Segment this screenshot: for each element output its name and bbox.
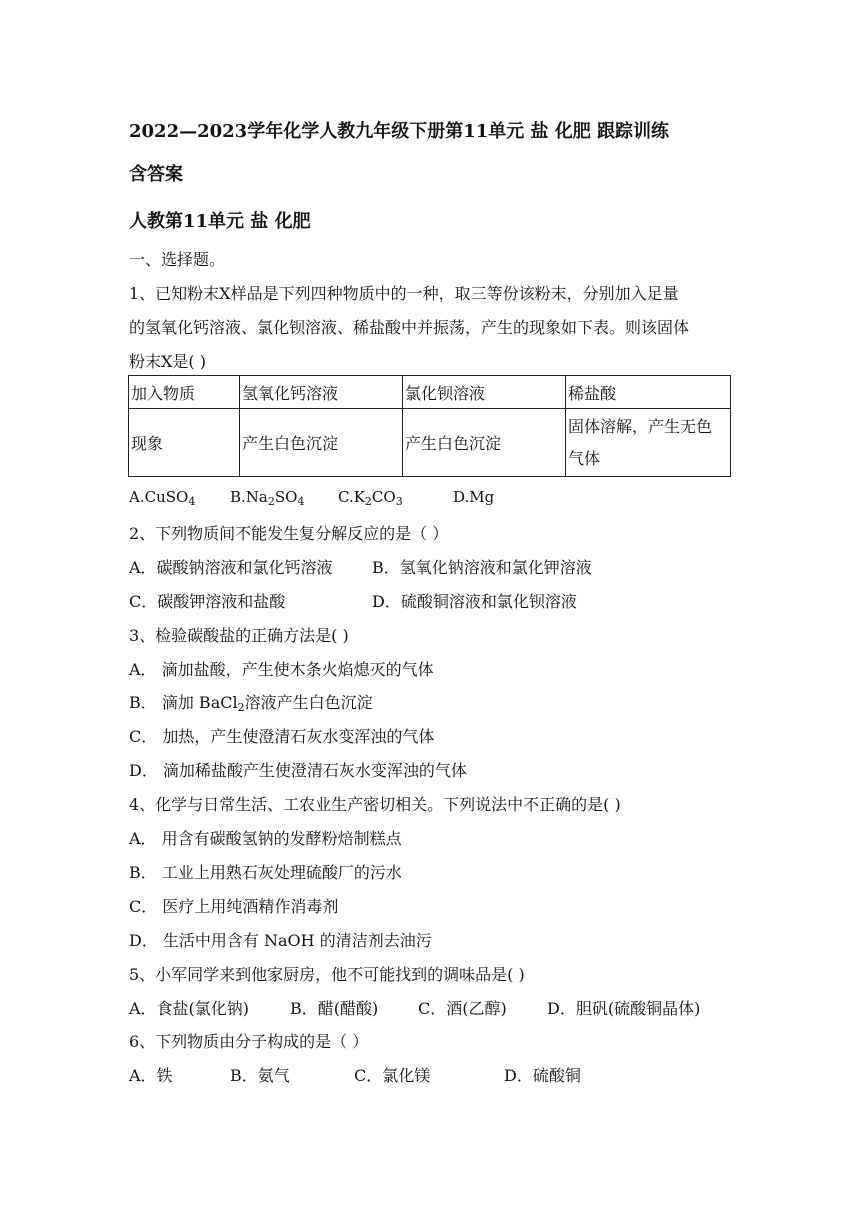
- cell-text-line2: 气体: [568, 448, 601, 468]
- q1-option-d: D.Mg: [453, 488, 495, 506]
- q3-option-a: A． 滴加盐酸，产生使木条火焰熄灭的气体: [129, 660, 434, 679]
- q6-option-a: A．铁: [129, 1066, 173, 1085]
- q2-stem: 2、下列物质间不能发生复分解反应的是（ ）: [129, 524, 449, 543]
- table-cell: 稀盐酸: [566, 376, 731, 409]
- q3-option-d: D． 滴加稀盐酸产生使澄清石灰水变浑浊的气体: [129, 761, 467, 780]
- q5-option-b: B．醋(醋酸): [290, 999, 379, 1018]
- q2-option-d: D．硫酸铜溶液和氯化钡溶液: [372, 592, 577, 611]
- q6-option-d: D．硫酸铜: [504, 1066, 581, 1085]
- q1-stem-line2: 的氢氧化钙溶液、氯化钡溶液、稀盐酸中并振荡，产生的现象如下表。则该固体: [129, 318, 690, 337]
- q1-phenomena-table: [128, 375, 731, 477]
- unit-heading: 人教第11单元 盐 化肥: [129, 211, 311, 232]
- q1-option-b: $B.Na_2SO_4$: [230, 488, 305, 508]
- doc-title-line1: 2022—2023学年化学人教九年级下册第11单元 盐 化肥 跟踪训练: [129, 121, 670, 142]
- q5-stem: 5、小军同学来到他家厨房，他不可能找到的调味品是( ): [129, 965, 525, 984]
- q1-option-a: A.CuSO$_4$: [129, 488, 196, 508]
- q1-stem-line1: 1、已知粉末X样品是下列四种物质中的一种，取三等份该粉末，分别加入足量: [129, 284, 679, 303]
- q3-option-b: B． 滴加 BaCl$_2$溶液产生白色沉淀: [129, 693, 373, 714]
- table-cell: [566, 409, 731, 477]
- q6-option-b: B．氨气: [230, 1066, 290, 1085]
- q4-option-b: B． 工业上用熟石灰处理硫酸厂的污水: [129, 863, 402, 882]
- q1-option-c: $C.K_2CO_3$: [338, 488, 403, 508]
- table-row: [129, 409, 731, 477]
- table-cell: 产生白色沉淀: [403, 409, 566, 477]
- table-cell: 氯化钡溶液: [403, 376, 566, 409]
- q2-option-c: C．碳酸钾溶液和盐酸: [129, 592, 286, 611]
- q4-option-a: A． 用含有碳酸氢钠的发酵粉焙制糕点: [129, 829, 402, 848]
- q6-stem: 6、下列物质由分子构成的是（ ）: [129, 1032, 369, 1051]
- doc-title-line2: 含答案: [129, 164, 183, 185]
- q2-option-a: A．碳酸钠溶液和氯化钙溶液: [129, 558, 333, 577]
- section-heading: 一、选择题。: [129, 250, 226, 269]
- table-cell: 氢氧化钙溶液: [240, 376, 403, 409]
- table-row: [129, 376, 731, 409]
- q2-option-b: B．氢氧化钠溶液和氯化钾溶液: [372, 558, 592, 577]
- q1-stem-line3: 粉末X是( ): [129, 352, 206, 371]
- q4-option-c: C． 医疗上用纯酒精作消毒剂: [129, 897, 339, 916]
- table-cell: 加入物质: [129, 376, 240, 409]
- q5-option-a: A．食盐(氯化钠): [129, 999, 250, 1018]
- q3-option-c: C． 加热，产生使澄清石灰水变浑浊的气体: [129, 727, 435, 746]
- cell-text-line1: 固体溶解，产生无色: [568, 416, 713, 436]
- table-cell: 产生白色沉淀: [240, 409, 403, 477]
- q6-option-c: C．氯化镁: [354, 1066, 431, 1085]
- q4-stem: 4、化学与日常生活、工农业生产密切相关。下列说法中不正确的是( ): [129, 795, 621, 814]
- table-cell: 现象: [129, 409, 240, 477]
- q3-stem: 3、检验碳酸盐的正确方法是( ): [129, 626, 349, 645]
- q4-option-d: D． 生活中用含有 NaOH 的清洁剂去油污: [129, 931, 432, 950]
- q5-option-d: D．胆矾(硫酸铜晶体): [547, 999, 701, 1018]
- q5-option-c: C．酒(乙醇): [418, 999, 507, 1018]
